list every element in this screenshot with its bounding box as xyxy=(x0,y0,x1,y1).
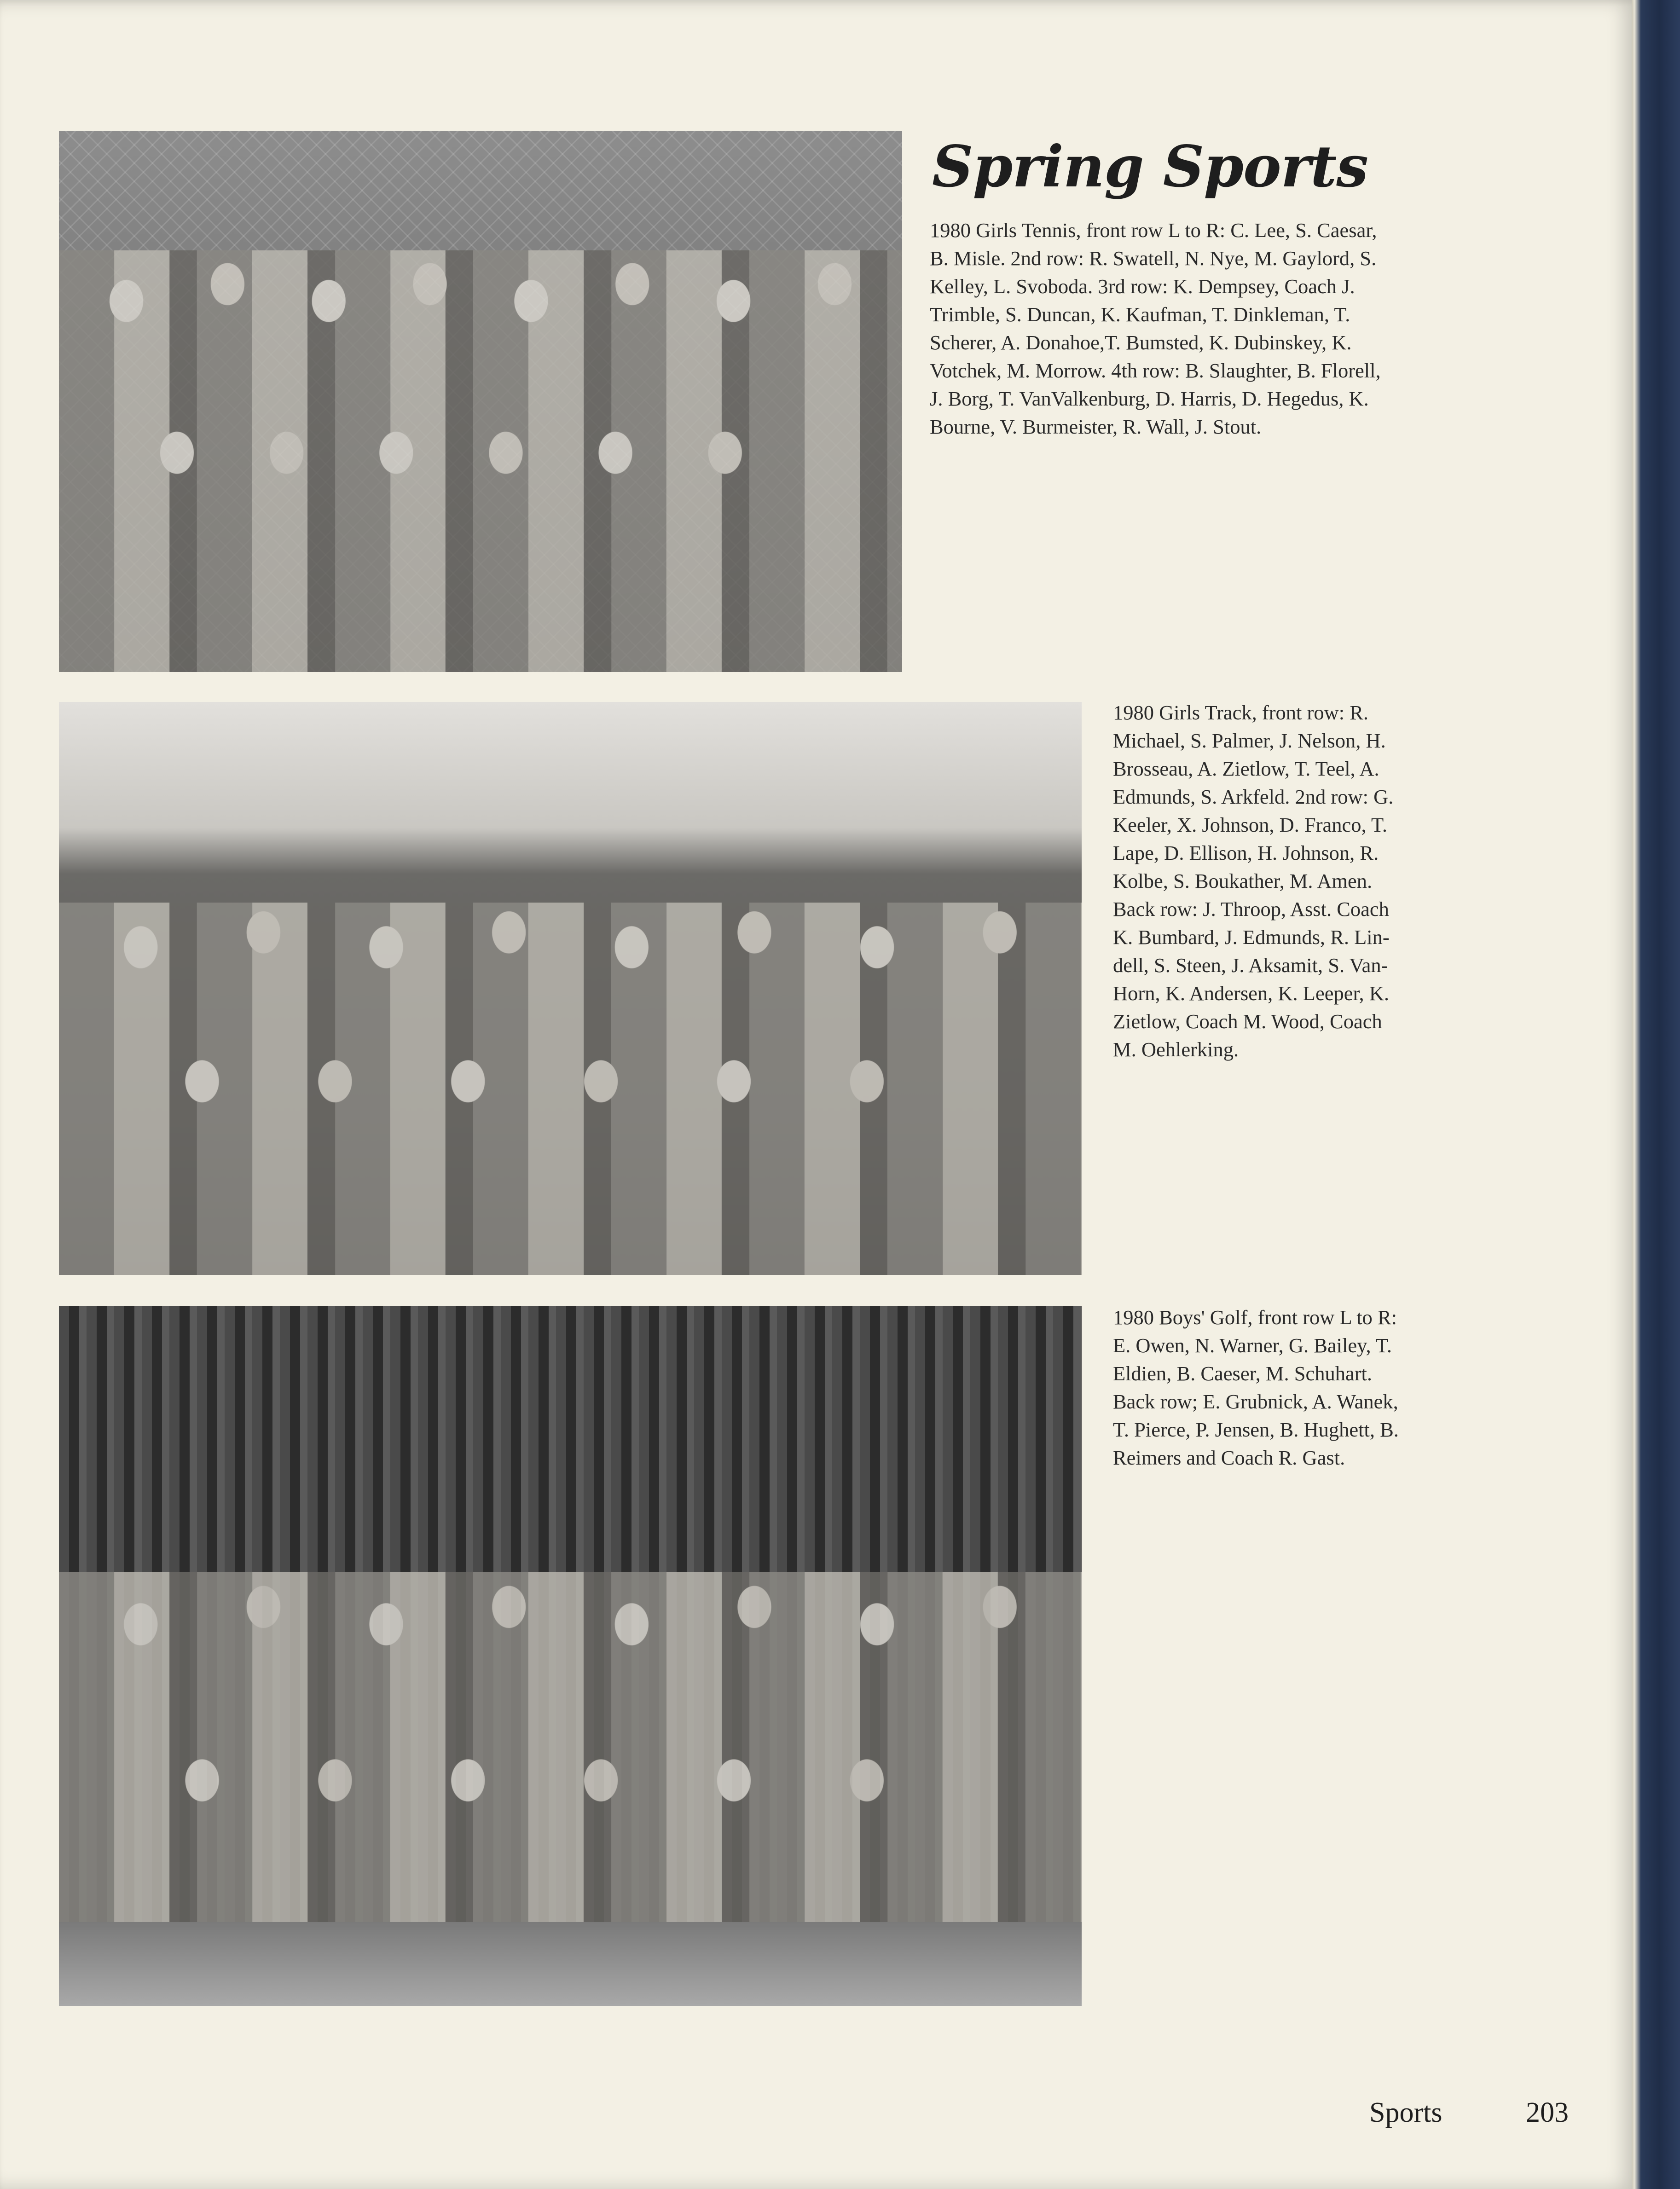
tennis-team-members xyxy=(59,250,902,672)
caption-line: M. Oehlerking. xyxy=(1113,1038,1239,1061)
page-title: Spring Sports xyxy=(932,133,1368,200)
caption-line: Votchek, M. Morrow. 4th row: B. Slaughter, B. Florell, xyxy=(930,359,1381,382)
caption-line: Eldien, B. Caeser, M. Schuhart. xyxy=(1113,1362,1373,1385)
golf-caption xyxy=(1113,1303,1399,1472)
caption-line: Reimers and Coach R. Gast. xyxy=(1113,1446,1345,1469)
caption-line: 1980 Girls Track, front row: R. xyxy=(1113,701,1369,724)
caption-line: Lape, D. Ellison, H. Johnson, R. xyxy=(1113,841,1379,864)
page-number: 203 xyxy=(1526,2097,1569,2128)
stage-floor xyxy=(59,1922,1082,2006)
track-caption xyxy=(1113,699,1393,1064)
girls-track-team-photo xyxy=(59,702,1082,1275)
track-team-members xyxy=(59,903,1082,1275)
caption-line: J. Borg, T. VanValkenburg, D. Harris, D. Hegedus, K. xyxy=(930,387,1369,410)
caption-line: 1980 Girls Tennis, front row L to R: C. Lee, S. Caesar, xyxy=(930,219,1377,242)
caption-line: B. Misle. 2nd row: R. Swatell, N. Nye, M. Gaylord, S. xyxy=(930,247,1377,270)
section-label: Sports xyxy=(1369,2097,1442,2128)
caption-line: K. Bumbard, J. Edmunds, R. Lin- xyxy=(1113,926,1390,949)
tennis-caption xyxy=(930,216,1381,441)
book-binding-edge xyxy=(1632,0,1680,2189)
caption-line: Kolbe, S. Boukather, M. Amen. xyxy=(1113,869,1373,892)
boys-golf-team-photo xyxy=(59,1306,1082,2006)
caption-line: Trimble, S. Duncan, K. Kaufman, T. Dinkleman, T. xyxy=(930,303,1350,326)
caption-line: Brosseau, A. Zietlow, T. Teel, A. xyxy=(1113,757,1379,780)
caption-line: Bourne, V. Burmeister, R. Wall, J. Stout. xyxy=(930,415,1262,438)
caption-line: Michael, S. Palmer, J. Nelson, H. xyxy=(1113,729,1386,752)
caption-line: Edmunds, S. Arkfeld. 2nd row: G. xyxy=(1113,785,1394,808)
caption-line: Back row; E. Grubnick, A. Wanek, xyxy=(1113,1390,1398,1413)
girls-tennis-team-photo xyxy=(59,131,902,672)
caption-line: Kelley, L. Svoboda. 3rd row: K. Dempsey, Coach J. xyxy=(930,275,1355,298)
caption-line: Zietlow, Coach M. Wood, Coach xyxy=(1113,1010,1382,1033)
caption-line: 1980 Boys' Golf, front row L to R: xyxy=(1113,1306,1397,1329)
caption-line: Back row: J. Throop, Asst. Coach xyxy=(1113,898,1389,921)
caption-line: dell, S. Steen, J. Aksamit, S. Van- xyxy=(1113,954,1388,977)
caption-line: Keeler, X. Johnson, D. Franco, T. xyxy=(1113,813,1387,836)
caption-line: T. Pierce, P. Jensen, B. Hughett, B. xyxy=(1113,1418,1399,1441)
caption-line: Horn, K. Andersen, K. Leeper, K. xyxy=(1113,982,1390,1005)
caption-line: Scherer, A. Donahoe,T. Bumsted, K. Dubinskey, K. xyxy=(930,331,1352,354)
caption-line: E. Owen, N. Warner, G. Bailey, T. xyxy=(1113,1334,1392,1357)
